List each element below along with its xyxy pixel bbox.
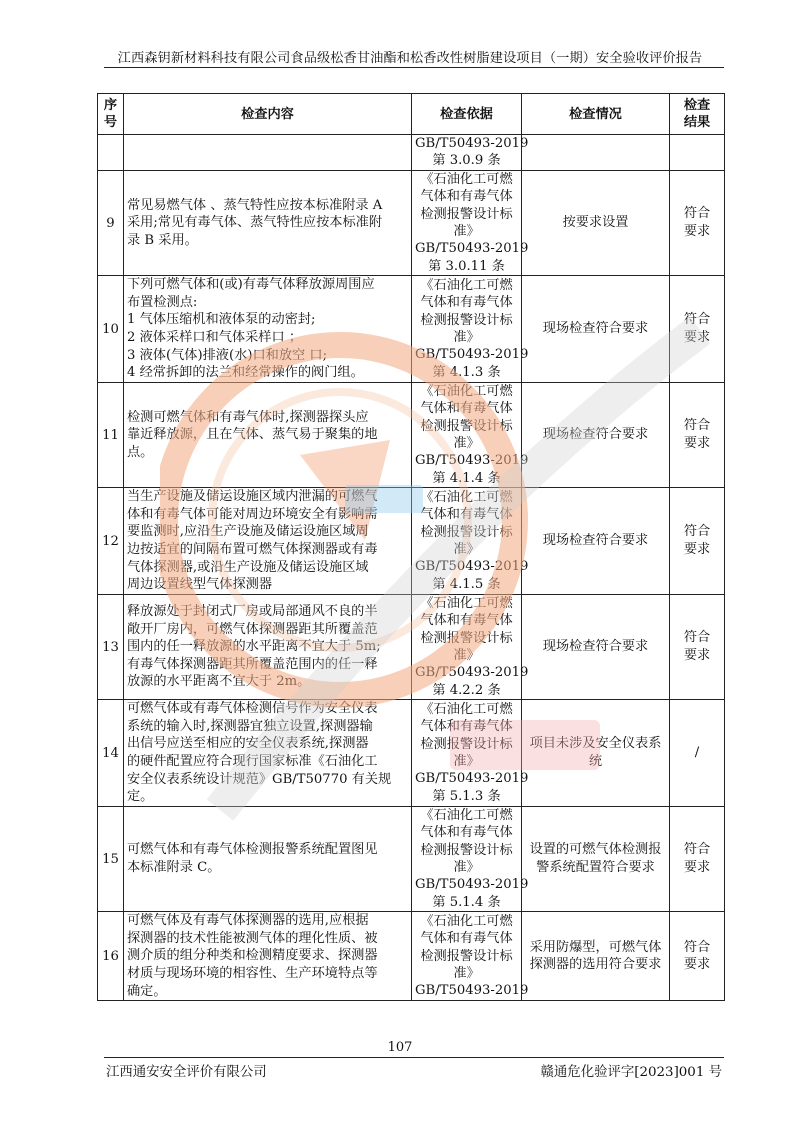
row-status-line: 按要求设置 xyxy=(562,215,629,231)
row-content-line: 1 气体压缩机和液体泵的动密封; xyxy=(127,312,316,328)
row-basis xyxy=(412,382,529,487)
row-status-line: 统 xyxy=(588,754,603,770)
row-result xyxy=(670,170,725,275)
row-content xyxy=(124,700,412,807)
row-content-line: 检测可燃气体和有毒气体时,探测器探头应 xyxy=(127,409,369,425)
row-basis-line: GB/T50493-2019 xyxy=(415,559,529,575)
row-basis-line: GB/T50493-2019 xyxy=(415,241,529,257)
row-content-line: 确定。 xyxy=(127,983,167,999)
row-basis-line: 气体和有毒气体 xyxy=(420,189,513,205)
row-status xyxy=(522,276,670,383)
row-basis-line: 第 3.0.9 条 xyxy=(432,153,501,169)
row-content-line: 敞开厂房内，可燃气体探测器距其所覆盖范 xyxy=(127,621,378,637)
row-result xyxy=(670,488,725,595)
row-basis-line: 气体和有毒气体 xyxy=(420,719,513,735)
row-content xyxy=(124,488,412,595)
table-row xyxy=(98,170,725,275)
row-result-line: 要求 xyxy=(683,860,711,876)
column-header-content: 检查内容 xyxy=(124,94,412,135)
row-basis-line: 《石油化工可燃 xyxy=(420,595,513,611)
row-basis-line: GB/T50493-2019 xyxy=(415,771,529,787)
row-basis-line: 检测报警设计标 xyxy=(420,206,513,222)
row-basis-line: 准》 xyxy=(453,330,480,346)
row-number xyxy=(98,135,124,171)
row-content-line: 气体探测器,或沿生产设施及储运设施区域 xyxy=(127,559,369,575)
row-basis-line: 《石油化工可燃 xyxy=(420,701,513,717)
row-content-line: 本标准附录 C。 xyxy=(127,860,221,876)
row-basis-line: 《石油化工可燃 xyxy=(420,807,513,823)
column-header-no: 序 号 xyxy=(98,94,124,135)
row-content-line: 放源的水平距离不宜大于 2m。 xyxy=(127,674,311,690)
row-basis-line: 检测报警设计标 xyxy=(420,630,513,646)
row-basis-line: 检测报警设计标 xyxy=(420,418,513,434)
row-basis-line: 检测报警设计标 xyxy=(420,736,513,752)
row-basis-line: GB/T50493-2019 xyxy=(415,453,529,469)
row-content-line: 布置检测点: xyxy=(127,294,198,310)
row-result-line: 符合 xyxy=(683,939,711,955)
row-result xyxy=(670,912,725,1001)
row-result-line: 符合 xyxy=(683,312,711,328)
table-row xyxy=(98,912,725,1001)
column-header-result: 检查 结果 xyxy=(670,94,725,135)
row-basis-line: 准》 xyxy=(453,542,480,558)
footer-divider xyxy=(104,1057,724,1058)
row-basis-line: 准》 xyxy=(453,860,480,876)
row-result-line: 要求 xyxy=(683,330,711,346)
row-content xyxy=(124,170,412,275)
row-result-line: / xyxy=(694,745,700,761)
row-number: 15 xyxy=(98,806,124,911)
row-content-line: 释放源处于封闭式厂房或局部通风不良的半 xyxy=(127,604,378,620)
row-result-line: 符合 xyxy=(683,630,711,646)
row-status xyxy=(522,488,670,595)
row-status-line: 现场检查符合要求 xyxy=(542,533,649,549)
row-result-line: 要求 xyxy=(683,224,711,240)
row-content-line: 边按适宜的间隔布置可燃气体探测器或有毒 xyxy=(127,542,378,558)
row-content xyxy=(124,806,412,911)
row-basis-line: GB/T50493-2019 xyxy=(415,347,529,363)
row-basis-line: 气体和有毒气体 xyxy=(420,931,513,947)
row-basis-line: 检测报警设计标 xyxy=(420,842,513,858)
row-status xyxy=(522,912,670,1001)
row-status-line: 探测器的选用符合要求 xyxy=(529,957,662,973)
footer-document-number: 赣通危化验评字[2023]001 号 xyxy=(540,1065,722,1080)
row-basis-line: 《石油化工可燃 xyxy=(420,277,513,293)
row-basis xyxy=(412,806,529,911)
row-content-line: 出信号应送至相应的安全仪表系统,探测器 xyxy=(127,736,369,752)
row-status-line: 现场检查符合要求 xyxy=(542,427,649,443)
row-basis-line: GB/T50493-2019 xyxy=(415,136,529,151)
row-content-line: 要监测时,应沿生产设施及储运设施区域周 xyxy=(127,524,369,540)
table-row xyxy=(98,276,725,383)
row-content-line: 有毒气体探测器距其所覆盖范围内的任一释 xyxy=(127,656,378,672)
row-basis xyxy=(412,135,529,171)
row-basis-line: 准》 xyxy=(453,224,480,240)
row-basis-line: 第 4.2.2 条 xyxy=(432,682,501,698)
column-header-basis: 检查依据 xyxy=(412,94,522,135)
row-result xyxy=(670,594,725,699)
row-status-line: 采用防爆型，可燃气体 xyxy=(529,939,662,955)
row-number: 13 xyxy=(98,594,124,699)
header-divider xyxy=(104,67,724,68)
row-basis-line: 《石油化工可燃 xyxy=(420,489,513,505)
row-basis-line: 《石油化工可燃 xyxy=(420,383,513,399)
row-status-line: 项目未涉及安全仪表系 xyxy=(529,736,662,752)
row-status xyxy=(522,170,670,275)
row-content xyxy=(124,594,412,699)
row-result-line: 符合 xyxy=(683,418,711,434)
row-basis-line: 准》 xyxy=(453,648,480,664)
row-content-line: 周边设置线型气体探测器 xyxy=(127,577,273,593)
row-content-line: 靠近释放源，且在气体、蒸气易于聚集的地 xyxy=(127,427,378,443)
row-basis-line: 检测报警设计标 xyxy=(420,948,513,964)
row-content xyxy=(124,382,412,487)
row-basis-line: GB/T50493-2019 xyxy=(415,665,529,681)
row-status-line: 现场检查符合要求 xyxy=(542,639,649,655)
row-content-line: 采用;常见有毒气体、蒸气特性应按本标准附 xyxy=(127,215,383,231)
row-content-line: 常见易燃气体 、蒸气特性应按本标准附录 A xyxy=(127,197,383,213)
row-status xyxy=(522,382,670,487)
row-number: 11 xyxy=(98,382,124,487)
table-row xyxy=(98,382,725,487)
table-body xyxy=(98,135,725,1001)
row-basis xyxy=(412,912,529,1001)
row-status xyxy=(522,594,670,699)
row-basis-line: 准》 xyxy=(453,965,480,981)
row-status xyxy=(522,135,670,171)
row-content-line: 安全仪表系统设计规范》GB/T50770 有关规 xyxy=(127,771,392,787)
row-basis-line: 检测报警设计标 xyxy=(420,312,513,328)
row-content-line: 2 液体采样口和气体采样口 ； xyxy=(127,330,303,346)
row-content-line: 可燃气体及有毒气体探测器的选用,应根据 xyxy=(127,913,369,929)
row-basis xyxy=(412,488,529,595)
row-basis xyxy=(412,700,529,807)
row-number: 10 xyxy=(98,276,124,383)
row-content-line: 体和有毒气体可能对周边环境安全有影响需 xyxy=(127,506,378,522)
row-content-line: 可燃气体和有毒气体检测报警系统配置图见 xyxy=(127,842,378,858)
row-result-line: 要求 xyxy=(683,542,711,558)
column-header-status: 检查情况 xyxy=(522,94,670,135)
row-content-line: 测介质的组分种类和检测精度要求、探测器 xyxy=(127,948,378,964)
row-result xyxy=(670,382,725,487)
row-basis-line: 第 5.1.4 条 xyxy=(432,894,501,910)
row-basis xyxy=(412,594,529,699)
row-status xyxy=(522,806,670,911)
row-status-line: 现场检查符合要求 xyxy=(542,321,649,337)
row-basis-line: 第 5.1.3 条 xyxy=(432,788,501,804)
table-header-row xyxy=(98,94,725,135)
row-status-line: 警系统配置符合要求 xyxy=(536,860,655,876)
row-basis-line: 准》 xyxy=(453,754,480,770)
row-result xyxy=(670,135,725,171)
row-number: 12 xyxy=(98,488,124,595)
table-row xyxy=(98,488,725,595)
row-basis-line: 《石油化工可燃 xyxy=(420,913,513,929)
row-basis-line: 气体和有毒气体 xyxy=(420,401,513,417)
row-result xyxy=(670,700,725,807)
table-row xyxy=(98,594,725,699)
row-basis xyxy=(412,276,529,383)
row-basis-line: 气体和有毒气体 xyxy=(420,825,513,841)
row-result-line: 要求 xyxy=(683,436,711,452)
row-basis-line: 气体和有毒气体 xyxy=(420,507,513,523)
row-basis-line: 第 4.1.4 条 xyxy=(432,470,501,486)
row-result-line: 要求 xyxy=(683,957,711,973)
row-result-line: 要求 xyxy=(683,648,711,664)
row-basis-line: 气体和有毒气体 xyxy=(420,613,513,629)
row-basis-line: 气体和有毒气体 xyxy=(420,295,513,311)
page-number: 107 xyxy=(387,1040,413,1055)
row-content xyxy=(124,276,412,383)
row-basis-line: 《石油化工可燃 xyxy=(420,171,513,187)
row-content-line: 定。 xyxy=(127,789,154,805)
inspection-table xyxy=(97,93,725,1001)
row-content-line: 点。 xyxy=(127,444,154,460)
row-basis-line: GB/T50493-2019 xyxy=(415,983,529,999)
row-result-line: 符合 xyxy=(683,842,711,858)
row-status-line: 设置的可燃气体检测报 xyxy=(529,842,662,858)
row-result-line: 符合 xyxy=(683,524,711,540)
table-row xyxy=(98,700,725,807)
row-content-line: 下列可燃气体和(或)有毒气体释放源周围应 xyxy=(127,277,375,293)
row-basis-line: 第 4.1.3 条 xyxy=(432,364,501,380)
row-basis-line: 第 3.0.11 条 xyxy=(428,258,505,274)
row-content-line: 探测器的技术性能被测气体的理化性质、被 xyxy=(127,930,378,946)
row-basis xyxy=(412,170,529,275)
row-content-line: 可燃气体或有毒气体检测信号作为安全仪表 xyxy=(127,701,378,717)
row-content-line: 系统的输入时,探测器宜独立设置,探测器输 xyxy=(127,718,373,734)
page-header-title: 江西森钥新材料科技有限公司食品级松香甘油酯和松香改性树脂建设项目（一期）安全验收评价报告 xyxy=(117,51,703,66)
row-content-line: 3 液体(气体)排液(水)口和放空 口; xyxy=(127,347,328,363)
row-content xyxy=(124,912,412,1001)
table-row xyxy=(98,806,725,911)
row-content-line: 围内的任一释放源的水平距离不宜大于 5m; xyxy=(127,639,381,655)
row-basis-line: 第 4.1.5 条 xyxy=(432,576,501,592)
row-basis-line: 检测报警设计标 xyxy=(420,524,513,540)
row-content-line: 的硬件配置应符合现行国家标准《石油化工 xyxy=(127,754,378,770)
row-content-line: 当生产设施及储运设施区域内泄漏的可燃气 xyxy=(127,489,378,505)
row-result xyxy=(670,276,725,383)
row-result xyxy=(670,806,725,911)
row-content xyxy=(124,135,412,171)
table-row xyxy=(98,135,725,171)
row-status xyxy=(522,700,670,807)
row-number: 9 xyxy=(98,170,124,275)
row-content-line: 材质与现场环境的相容性、生产环境特点等 xyxy=(127,966,378,982)
row-result-line: 符合 xyxy=(683,206,711,222)
row-content-line: 4 经常拆卸的法兰和经常操作的阀门组。 xyxy=(127,365,364,381)
row-number: 14 xyxy=(98,700,124,807)
row-number: 16 xyxy=(98,912,124,1001)
footer-company: 江西通安安全评价有限公司 xyxy=(106,1065,267,1080)
row-content-line: 录 B 采用。 xyxy=(127,232,198,248)
row-basis-line: 准》 xyxy=(453,436,480,452)
row-basis-line: GB/T50493-2019 xyxy=(415,877,529,893)
